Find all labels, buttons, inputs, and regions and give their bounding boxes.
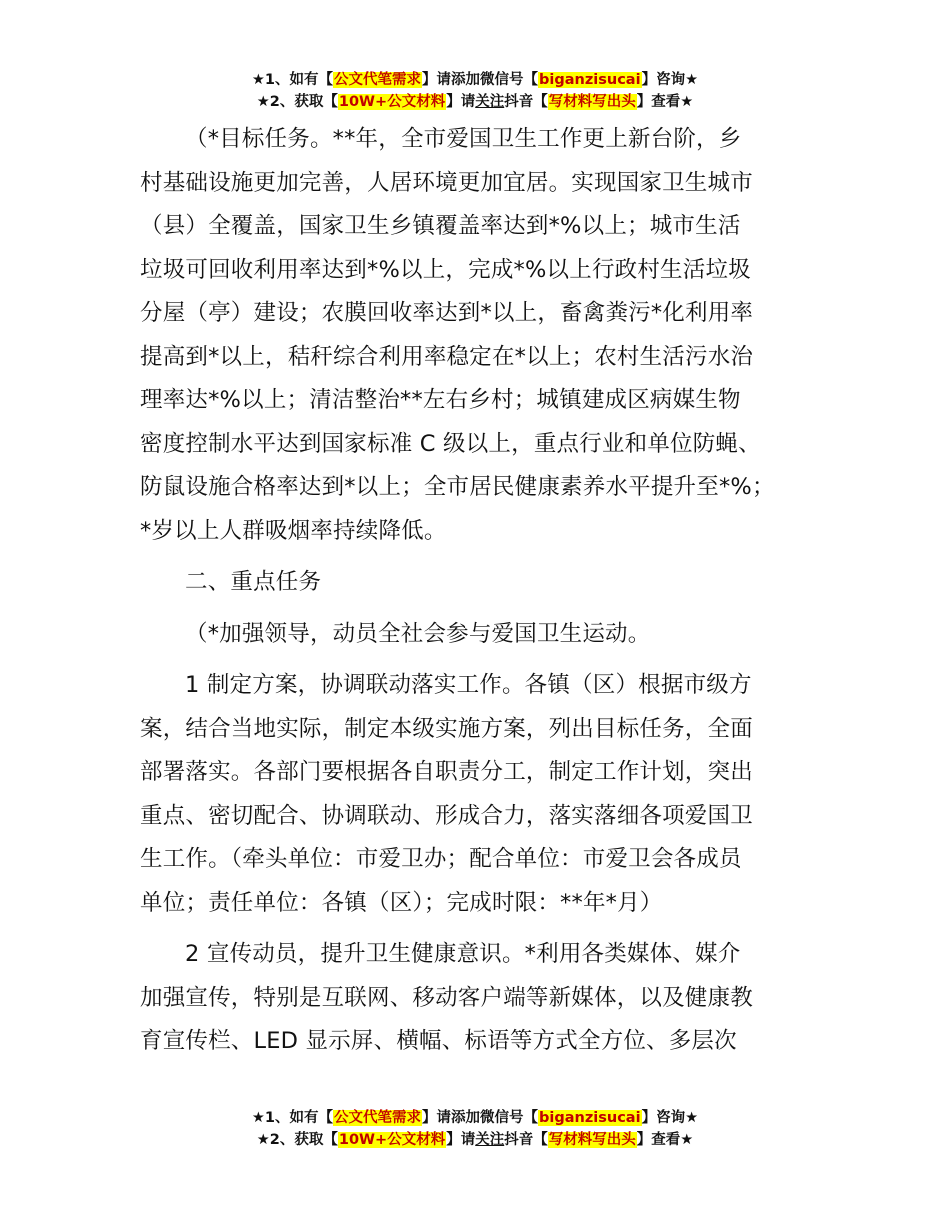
banner-text: 】请添加微信号【	[422, 1110, 539, 1126]
text-line: 部署落实。各部门要根据各自职责分工，制定工作计划，突出	[140, 759, 753, 785]
banner-text: ★2、获取【	[256, 94, 338, 110]
header-banner	[0, 69, 950, 113]
text-line: *岁以上人群吸烟率持续降低。	[140, 517, 447, 544]
text-line: 2 宣传动员，提升卫生健康意识。*利用各类媒体、媒介	[185, 941, 741, 967]
heading-text: （*加强领导，动员全社会参与爱国卫生运动。	[185, 620, 651, 647]
text-line: 加强宣传，特别是互联网、移动客户端等新媒体，以及健康教	[140, 984, 753, 1011]
text-line: 防鼠设施合格率达到*以上；全市居民健康素养水平提升至*%；	[140, 474, 775, 500]
subsection-heading	[140, 613, 830, 657]
text-line: （*目标任务。**年，全市爱国卫生工作更上新台阶，乡	[185, 126, 742, 152]
banner-highlight: 公文代笔需求	[334, 1110, 422, 1126]
banner-highlight-wechat: biganzisucai	[539, 72, 641, 88]
banner-text: 】查看★	[636, 94, 694, 110]
document-body	[140, 118, 830, 1064]
paragraph-targets	[140, 118, 830, 553]
banner-highlight-wechat: biganzisucai	[539, 1110, 641, 1126]
text-line: 垃圾可回收利用率达到*%以上，完成*%以上行政村生活垃圾	[140, 256, 751, 283]
banner-line-2	[0, 91, 950, 113]
text-line: 重点、密切配合、协调联动、形成合力，落实落细各项爱国卫	[140, 802, 753, 829]
text-line: 育宣传栏、LED 显示屏、横幅、标语等方式全方位、多层次	[140, 1028, 737, 1054]
banner-line-2	[0, 1129, 950, 1151]
banner-text: 】请添加微信号【	[422, 72, 539, 88]
text-line: （县）全覆盖，国家卫生乡镇覆盖率达到*%以上；城市生活	[140, 213, 741, 239]
banner-text: 抖音【	[504, 94, 548, 110]
text-line: 生工作。（牵头单位：市爱卫办；配合单位：市爱卫会各成员	[140, 846, 742, 872]
banner-underlined: 关注	[475, 1132, 505, 1148]
banner-text: ★1、如有【	[251, 1110, 334, 1126]
text-line: 提高到*以上，秸秆综合利用率稳定在*以上；农村生活污水治	[140, 343, 754, 370]
text-line: 案，结合当地实际，制定本级实施方案，列出目标任务，全面	[140, 715, 753, 742]
banner-text: 】请	[446, 1132, 476, 1148]
text-line: 1 制定方案，协调联动落实工作。各镇（区）根据市级方	[185, 672, 752, 698]
banner-highlight: 公文代笔需求	[334, 72, 422, 88]
banner-text: 】咨询★	[641, 72, 699, 88]
footer-banner	[0, 1107, 950, 1151]
heading-text: 二、重点任务	[185, 569, 322, 595]
banner-highlight: 写材料写出头	[548, 94, 636, 110]
paragraph-item-1	[140, 664, 830, 925]
paragraph-item-2	[140, 933, 830, 1064]
banner-text: ★2、获取【	[256, 1132, 338, 1148]
section-heading	[140, 561, 830, 605]
banner-text: 抖音【	[504, 1132, 548, 1148]
banner-text: 】咨询★	[641, 1110, 699, 1126]
banner-text: 】查看★	[636, 1132, 694, 1148]
banner-highlight: 10W+公文材料	[338, 1132, 446, 1148]
banner-text: ★1、如有【	[251, 72, 334, 88]
banner-line-1	[0, 1107, 950, 1129]
text-line: 理率达*%以上；清洁整治**左右乡村；城镇建成区病媒生物	[140, 387, 741, 413]
banner-line-1	[0, 69, 950, 91]
banner-highlight: 10W+公文材料	[338, 94, 446, 110]
banner-text: 】请	[446, 94, 476, 110]
text-line: 分屋（亭）建设；农膜回收率达到*以上，畜禽粪污*化利用率	[140, 300, 754, 326]
text-line: 密度控制水平达到国家标准 C 级以上，重点行业和单位防蝇、	[140, 430, 761, 457]
text-line: 单位；责任单位：各镇（区）；完成时限：**年*月）	[140, 889, 663, 916]
banner-highlight: 写材料写出头	[548, 1132, 636, 1148]
banner-underlined: 关注	[475, 94, 505, 110]
text-line: 村基础设施更加完善，人居环境更加宜居。实现国家卫生城市	[140, 169, 753, 196]
